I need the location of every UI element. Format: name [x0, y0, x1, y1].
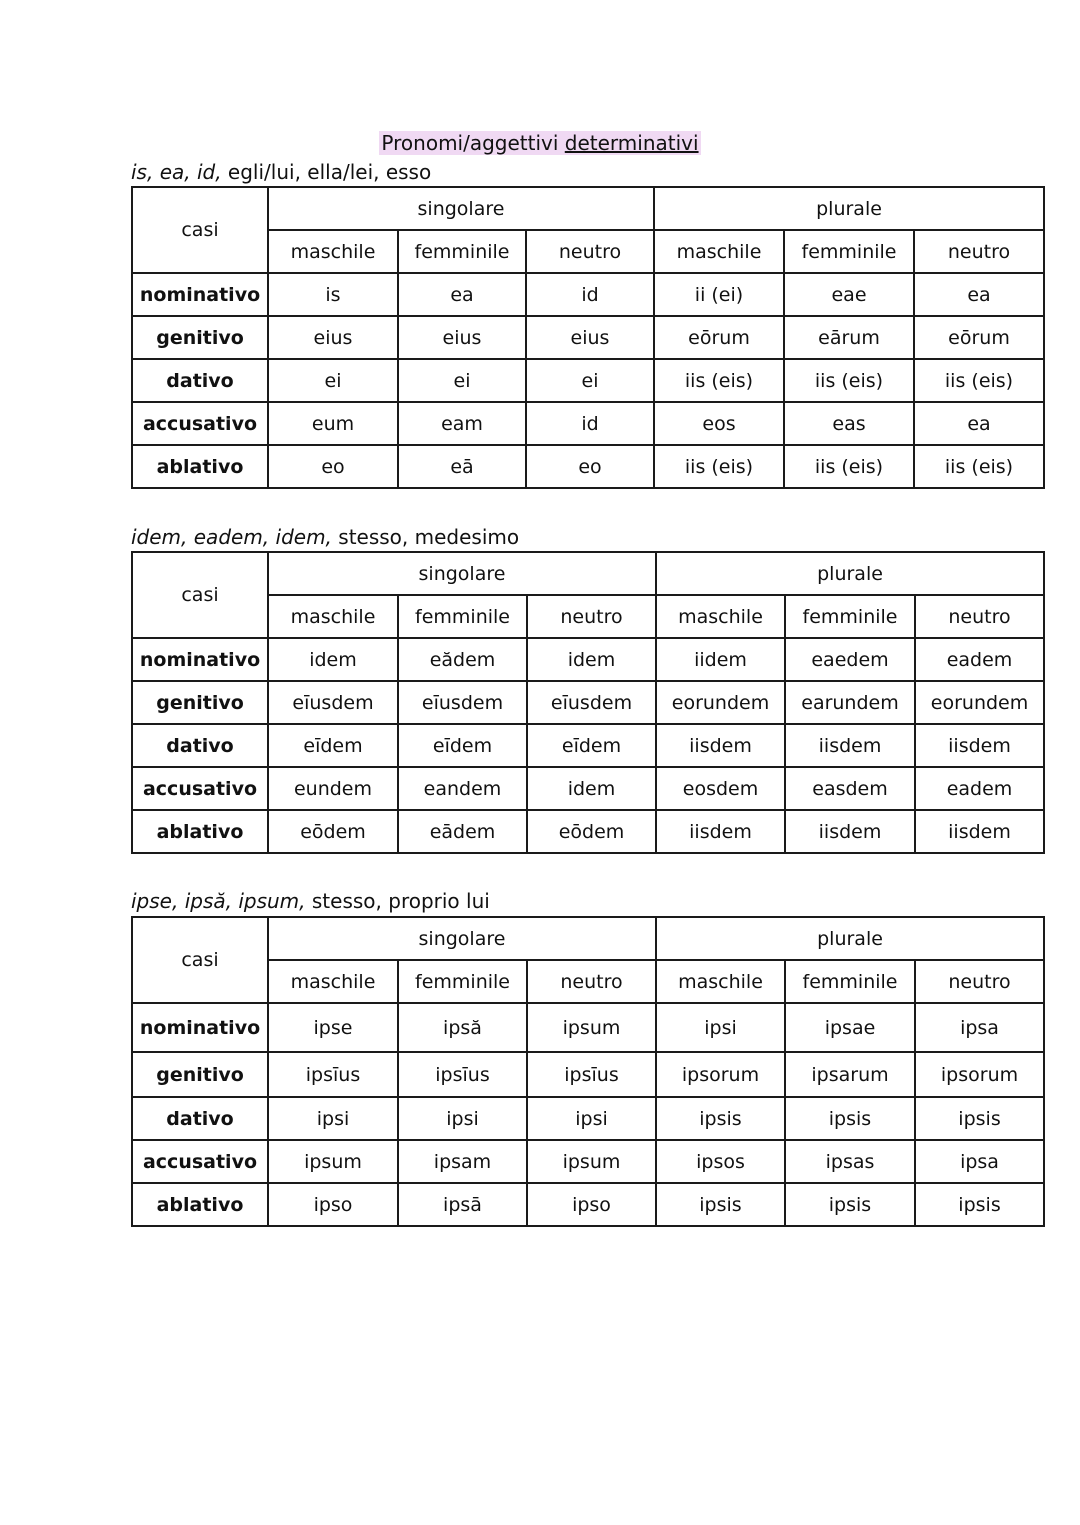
form-cell: iidem [656, 638, 785, 681]
header-gender: maschile [654, 230, 784, 273]
form-cell: ea [398, 273, 526, 316]
case-label: ablativo [132, 445, 268, 488]
form-cell: iisdem [915, 724, 1044, 767]
page-title [0, 128, 1080, 158]
form-cell: eundem [268, 767, 398, 810]
header-gender: femminile [398, 230, 526, 273]
form-cell: iisdem [915, 810, 1044, 853]
form-cell: ii (ei) [654, 273, 784, 316]
form-cell: eadem [915, 767, 1044, 810]
header-gender: maschile [656, 960, 785, 1003]
header-gender: femminile [398, 595, 527, 638]
header-plurale: plurale [654, 187, 1044, 230]
case-label: genitivo [132, 681, 268, 724]
form-cell: eandem [398, 767, 527, 810]
form-cell: ipsis [656, 1183, 785, 1226]
form-cell: ipsīus [268, 1052, 398, 1097]
form-cell: iis (eis) [784, 359, 914, 402]
form-cell: ipsum [527, 1003, 656, 1052]
form-cell: ipsis [785, 1183, 915, 1226]
case-label: nominativo [132, 638, 268, 681]
header-gender: maschile [268, 960, 398, 1003]
form-cell: ea [914, 273, 1044, 316]
form-cell: ipsarum [785, 1052, 915, 1097]
form-cell: idem [527, 767, 656, 810]
form-cell: eius [398, 316, 526, 359]
form-cell: eadem [915, 638, 1044, 681]
form-cell: ipse [268, 1003, 398, 1052]
header-singolare: singolare [268, 552, 656, 595]
form-cell: eīusdem [268, 681, 398, 724]
declension-table-is-ea-id [131, 186, 1045, 489]
form-cell: ei [398, 359, 526, 402]
table-row [132, 638, 1044, 681]
form-cell: ei [268, 359, 398, 402]
form-cell: iis (eis) [654, 359, 784, 402]
form-cell: iis (eis) [784, 445, 914, 488]
table-row [132, 724, 1044, 767]
form-cell: ipsi [398, 1097, 527, 1140]
declension-table-ipse-ipsa-ipsum [131, 916, 1045, 1227]
form-cell: ei [526, 359, 654, 402]
title-text: Pronomi/aggettivi [381, 131, 565, 155]
form-cell: ipsae [785, 1003, 915, 1052]
header-singolare: singolare [268, 187, 654, 230]
header-gender: maschile [656, 595, 785, 638]
header-singolare: singolare [268, 917, 656, 960]
form-cell: idem [268, 638, 398, 681]
case-label: nominativo [132, 273, 268, 316]
case-label: genitivo [132, 1052, 268, 1097]
form-cell: eīdem [398, 724, 527, 767]
header-gender: femminile [785, 595, 915, 638]
form-cell: iisdem [656, 810, 785, 853]
header-gender: maschile [268, 230, 398, 273]
form-cell: ipsă [398, 1003, 527, 1052]
header-plurale: plurale [656, 552, 1044, 595]
form-cell: eae [784, 273, 914, 316]
form-cell: eōrum [654, 316, 784, 359]
form-cell: eădem [398, 638, 527, 681]
form-cell: eōrum [914, 316, 1044, 359]
form-cell: ipsos [656, 1140, 785, 1183]
form-cell: eīusdem [398, 681, 527, 724]
form-cell: eum [268, 402, 398, 445]
declension-table-idem-eadem-idem [131, 551, 1045, 854]
form-cell: ipsa [915, 1003, 1044, 1052]
form-cell: eīdem [268, 724, 398, 767]
form-cell: ipsorum [656, 1052, 785, 1097]
form-cell: iisdem [785, 810, 915, 853]
case-label: nominativo [132, 1003, 268, 1052]
form-cell: ipsorum [915, 1052, 1044, 1097]
header-gender: femminile [785, 960, 915, 1003]
header-gender: neutro [915, 960, 1044, 1003]
form-cell: easdem [785, 767, 915, 810]
form-cell: ipsum [527, 1140, 656, 1183]
header-casi: casi [132, 552, 268, 638]
latin-forms: is, ea, id, [131, 160, 222, 184]
table-row [132, 810, 1044, 853]
meaning: stesso, proprio lui [305, 889, 490, 913]
case-label: ablativo [132, 1183, 268, 1226]
form-cell: eas [784, 402, 914, 445]
form-cell: iis (eis) [914, 445, 1044, 488]
table-row [132, 316, 1044, 359]
form-cell: ipsi [268, 1097, 398, 1140]
form-cell: id [526, 402, 654, 445]
form-cell: eādem [398, 810, 527, 853]
header-gender: femminile [784, 230, 914, 273]
form-cell: ipso [527, 1183, 656, 1226]
case-label: dativo [132, 1097, 268, 1140]
form-cell: iis (eis) [654, 445, 784, 488]
case-label: ablativo [132, 810, 268, 853]
table-row [132, 1183, 1044, 1226]
meaning: stesso, medesimo [331, 525, 520, 549]
table-row [132, 359, 1044, 402]
form-cell: eārum [784, 316, 914, 359]
form-cell: eo [268, 445, 398, 488]
form-cell: ipso [268, 1183, 398, 1226]
case-label: dativo [132, 724, 268, 767]
form-cell: eaedem [785, 638, 915, 681]
form-cell: eōdem [527, 810, 656, 853]
header-plurale: plurale [656, 917, 1044, 960]
header-gender: neutro [914, 230, 1044, 273]
header-casi: casi [132, 187, 268, 273]
table-row [132, 445, 1044, 488]
header-gender: maschile [268, 595, 398, 638]
form-cell: ipsam [398, 1140, 527, 1183]
form-cell: id [526, 273, 654, 316]
form-cell: ipsā [398, 1183, 527, 1226]
form-cell: eius [268, 316, 398, 359]
form-cell: iisdem [656, 724, 785, 767]
form-cell: iis (eis) [914, 359, 1044, 402]
header-gender: neutro [526, 230, 654, 273]
table-row [132, 402, 1044, 445]
form-cell: ipsas [785, 1140, 915, 1183]
form-cell: eius [526, 316, 654, 359]
table-1-subtitle [131, 157, 431, 187]
form-cell: ea [914, 402, 1044, 445]
table-row [132, 681, 1044, 724]
form-cell: ipsīus [398, 1052, 527, 1097]
header-casi: casi [132, 917, 268, 1003]
case-label: genitivo [132, 316, 268, 359]
form-cell: ipsis [915, 1097, 1044, 1140]
table-row [132, 1097, 1044, 1140]
case-label: dativo [132, 359, 268, 402]
form-cell: eōdem [268, 810, 398, 853]
form-cell: ipsis [915, 1183, 1044, 1226]
form-cell: eīdem [527, 724, 656, 767]
case-label: accusativo [132, 767, 268, 810]
form-cell: ipsa [915, 1140, 1044, 1183]
form-cell: eā [398, 445, 526, 488]
table-2-subtitle [131, 522, 519, 552]
form-cell: eorundem [656, 681, 785, 724]
table-row [132, 1003, 1044, 1052]
title-underlined-text: determinativi [564, 131, 699, 155]
form-cell: eam [398, 402, 526, 445]
form-cell: earundem [785, 681, 915, 724]
case-label: accusativo [132, 1140, 268, 1183]
form-cell: ipsi [656, 1003, 785, 1052]
latin-forms: ipse, ipsă, ipsum, [131, 889, 306, 913]
form-cell: eosdem [656, 767, 785, 810]
header-gender: neutro [527, 595, 656, 638]
form-cell: idem [527, 638, 656, 681]
latin-forms: idem, eadem, idem, [131, 525, 332, 549]
header-gender: neutro [915, 595, 1044, 638]
table-row [132, 1052, 1044, 1097]
form-cell: eorundem [915, 681, 1044, 724]
form-cell: ipsi [527, 1097, 656, 1140]
form-cell: is [268, 273, 398, 316]
table-row [132, 767, 1044, 810]
header-gender: neutro [527, 960, 656, 1003]
table-row [132, 273, 1044, 316]
form-cell: ipsis [656, 1097, 785, 1140]
table-3-subtitle [131, 886, 490, 916]
table-row [132, 1140, 1044, 1183]
title-highlight [379, 131, 700, 155]
form-cell: eīusdem [527, 681, 656, 724]
form-cell: eo [526, 445, 654, 488]
case-label: accusativo [132, 402, 268, 445]
form-cell: iisdem [785, 724, 915, 767]
form-cell: eos [654, 402, 784, 445]
meaning: egli/lui, ella/lei, esso [221, 160, 432, 184]
header-gender: femminile [398, 960, 527, 1003]
form-cell: ipsīus [527, 1052, 656, 1097]
form-cell: ipsum [268, 1140, 398, 1183]
form-cell: ipsis [785, 1097, 915, 1140]
